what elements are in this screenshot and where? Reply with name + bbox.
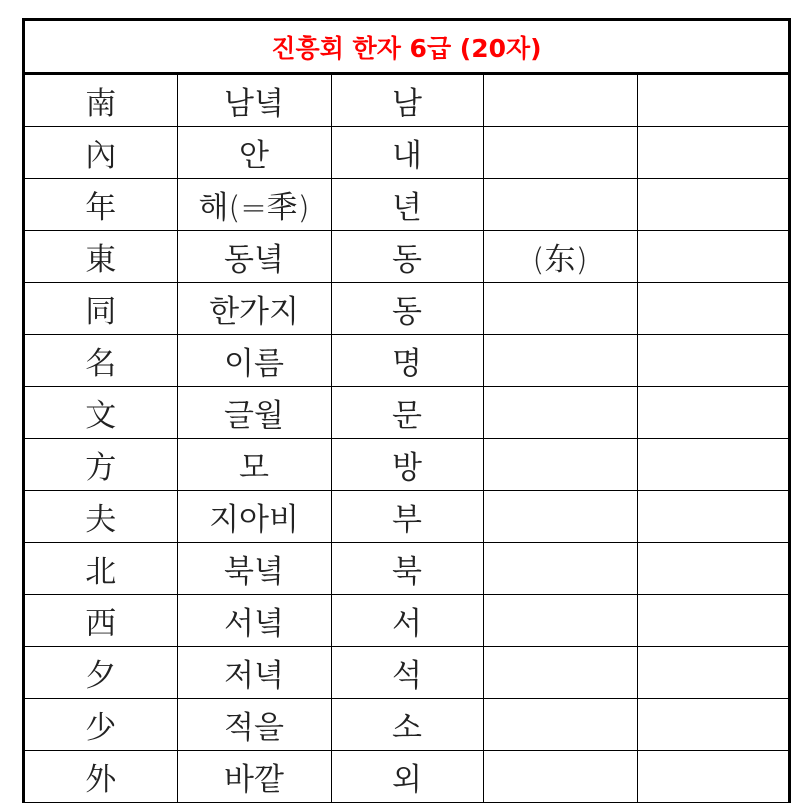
meaning-cell: 서녘 <box>177 595 331 647</box>
empty-cell <box>637 75 788 127</box>
empty-cell <box>637 387 788 439</box>
table-row <box>25 75 788 127</box>
sound-cell: 방 <box>331 439 483 491</box>
sound-cell: 외 <box>331 751 483 803</box>
table-row <box>25 127 788 179</box>
sound-cell: 서 <box>331 595 483 647</box>
meaning-cell: 북녘 <box>177 543 331 595</box>
hanja-cell: 外 <box>25 751 177 803</box>
table-row <box>25 647 788 699</box>
table-row <box>25 491 788 543</box>
table-row <box>25 699 788 751</box>
sound-cell: 문 <box>331 387 483 439</box>
empty-cell <box>637 595 788 647</box>
meaning-cell: 해(=秊) <box>177 179 331 231</box>
empty-cell <box>637 543 788 595</box>
variant-cell <box>483 543 637 595</box>
sound-cell: 부 <box>331 491 483 543</box>
meaning-cell: 한가지 <box>177 283 331 335</box>
variant-cell <box>483 647 637 699</box>
sound-cell: 석 <box>331 647 483 699</box>
empty-cell <box>637 231 788 283</box>
hanja-cell: 少 <box>25 699 177 751</box>
variant-cell <box>483 283 637 335</box>
hanja-cell: 同 <box>25 283 177 335</box>
meaning-cell: 모 <box>177 439 331 491</box>
meaning-cell: 남녘 <box>177 75 331 127</box>
sound-cell: 남 <box>331 75 483 127</box>
hanja-cell: 西 <box>25 595 177 647</box>
variant-cell: (东) <box>483 231 637 283</box>
variant-cell <box>483 387 637 439</box>
hanja-cell: 方 <box>25 439 177 491</box>
empty-cell <box>637 179 788 231</box>
meaning-cell: 안 <box>177 127 331 179</box>
hanja-cell: 名 <box>25 335 177 387</box>
empty-cell <box>637 647 788 699</box>
variant-cell <box>483 335 637 387</box>
table-row <box>25 439 788 491</box>
hanja-cell: 南 <box>25 75 177 127</box>
empty-cell <box>637 127 788 179</box>
sound-cell: 소 <box>331 699 483 751</box>
variant-cell <box>483 75 637 127</box>
table-row <box>25 335 788 387</box>
hanja-cell: 文 <box>25 387 177 439</box>
hanja-cell: 北 <box>25 543 177 595</box>
meaning-cell: 이름 <box>177 335 331 387</box>
table-row <box>25 179 788 231</box>
sound-cell: 동 <box>331 231 483 283</box>
meaning-cell: 적을 <box>177 699 331 751</box>
hanja-cell: 夫 <box>25 491 177 543</box>
hanja-sheet <box>22 18 791 803</box>
empty-cell <box>637 283 788 335</box>
variant-cell <box>483 491 637 543</box>
hanja-table <box>25 75 788 803</box>
table-row <box>25 543 788 595</box>
meaning-cell: 저녁 <box>177 647 331 699</box>
sound-cell: 내 <box>331 127 483 179</box>
table-row <box>25 595 788 647</box>
empty-cell <box>637 751 788 803</box>
empty-cell <box>637 439 788 491</box>
meaning-cell: 글월 <box>177 387 331 439</box>
sound-cell: 명 <box>331 335 483 387</box>
variant-cell <box>483 439 637 491</box>
sheet-title: 진흥회 한자 6급 (20자) <box>25 21 788 75</box>
empty-cell <box>637 491 788 543</box>
variant-cell <box>483 595 637 647</box>
meaning-cell: 바깥 <box>177 751 331 803</box>
hanja-cell: 內 <box>25 127 177 179</box>
variant-cell <box>483 127 637 179</box>
sound-cell: 동 <box>331 283 483 335</box>
hanja-cell: 東 <box>25 231 177 283</box>
empty-cell <box>637 699 788 751</box>
table-row <box>25 751 788 803</box>
table-row <box>25 387 788 439</box>
empty-cell <box>637 335 788 387</box>
hanja-cell: 年 <box>25 179 177 231</box>
sound-cell: 년 <box>331 179 483 231</box>
variant-cell <box>483 179 637 231</box>
variant-cell <box>483 751 637 803</box>
table-row <box>25 231 788 283</box>
meaning-cell: 지아비 <box>177 491 331 543</box>
meaning-cell: 동녘 <box>177 231 331 283</box>
table-row <box>25 283 788 335</box>
hanja-cell: 夕 <box>25 647 177 699</box>
variant-cell <box>483 699 637 751</box>
sound-cell: 북 <box>331 543 483 595</box>
